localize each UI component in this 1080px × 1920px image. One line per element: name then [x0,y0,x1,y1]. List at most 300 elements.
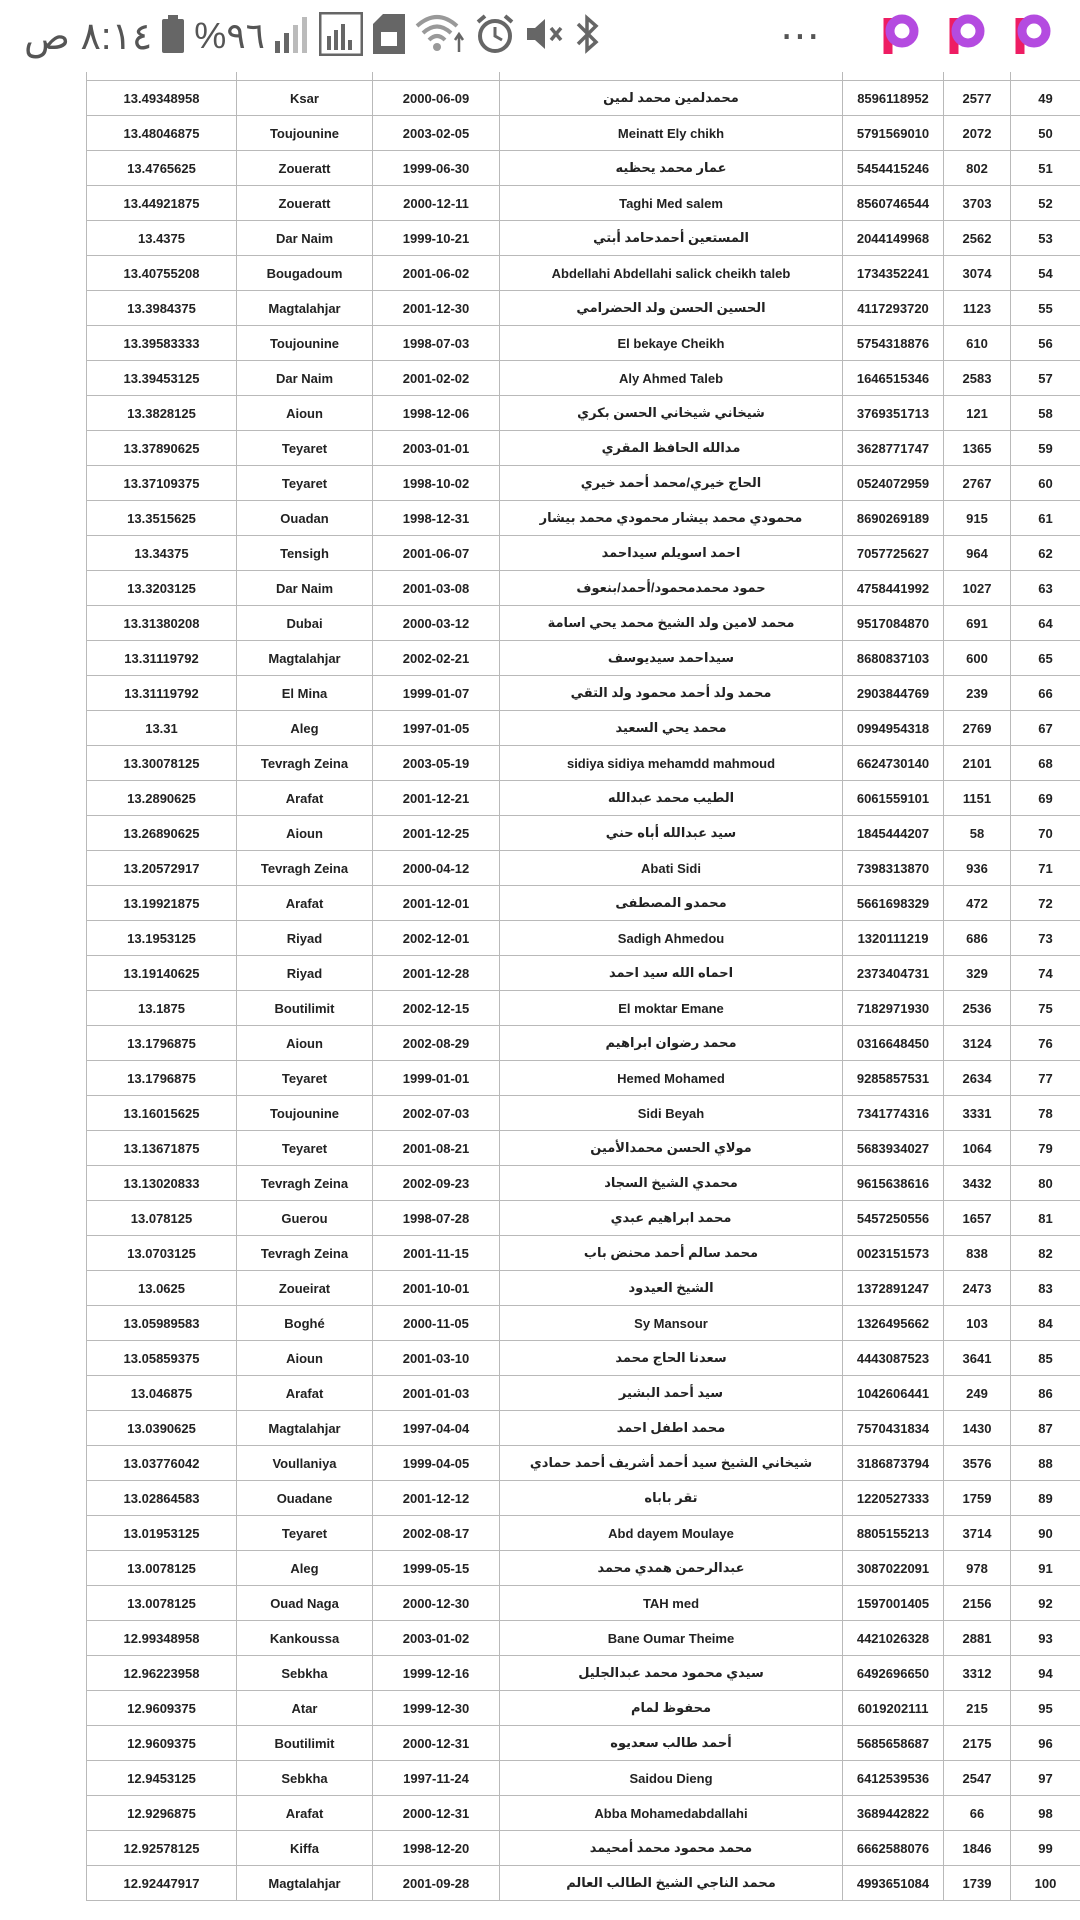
rank-cell: 73 [1011,921,1080,956]
score-cell: 13.3984375 [87,291,237,326]
score-cell: 13.05989583 [87,1306,237,1341]
nni-cell: 2044149968 [843,221,944,256]
name-cell: Meinatt Ely chikh [500,116,843,151]
rank-cell: 98 [1011,1796,1080,1831]
nni-cell: 1220527333 [843,1481,944,1516]
number-cell: 2536 [944,991,1011,1026]
number-cell: 66 [944,1796,1011,1831]
name-cell: محمد يحي السعيد [500,711,843,746]
rank-cell: 65 [1011,641,1080,676]
score-cell: 13.26890625 [87,816,237,851]
city-cell: Tevragh Zeina [237,1166,373,1201]
number-cell: 103 [944,1306,1011,1341]
nni-cell: 1372891247 [843,1271,944,1306]
table-row [87,501,1080,536]
birthdate-cell: 1999-12-16 [373,1656,500,1691]
birthdate-cell: 2000-04-12 [373,851,500,886]
city-cell: Ouadan [237,501,373,536]
number-cell: 1064 [944,1131,1011,1166]
city-cell: Teyaret [237,1061,373,1096]
number-cell: 215 [944,1691,1011,1726]
rank-cell: 76 [1011,1026,1080,1061]
number-cell: 802 [944,151,1011,186]
number-cell: 329 [944,956,1011,991]
number-cell: 58 [944,816,1011,851]
status-left [24,12,601,61]
number-cell: 2634 [944,1061,1011,1096]
rank-cell: 49 [1011,81,1080,116]
rank-cell: 62 [1011,536,1080,571]
number-cell: 249 [944,1376,1011,1411]
table-row [87,1866,1080,1901]
score-cell: 12.92447917 [87,1866,237,1901]
nni-cell: 9615638616 [843,1166,944,1201]
nni-cell: 8560746544 [843,186,944,221]
birthdate-cell: 2002-08-17 [373,1516,500,1551]
nni-cell: 6019202111 [843,1691,944,1726]
table-row [87,1796,1080,1831]
score-cell: 12.99348958 [87,1621,237,1656]
rank-cell: 68 [1011,746,1080,781]
name-cell: محمد محمود محمد أمحيمد [500,1831,843,1866]
score-cell: 13.1796875 [87,1026,237,1061]
number-cell: 3703 [944,186,1011,221]
birthdate-cell: 2003-01-01 [373,431,500,466]
name-cell: Hemed Mohamed [500,1061,843,1096]
name-cell: El bekaye Cheikh [500,326,843,361]
rank-cell: 54 [1011,256,1080,291]
birthdate-cell: 1998-07-28 [373,1201,500,1236]
city-cell: Teyaret [237,431,373,466]
table-row [87,641,1080,676]
birthdate-cell: 1999-04-05 [373,1446,500,1481]
number-cell: 2583 [944,361,1011,396]
rank-cell: 63 [1011,571,1080,606]
city-cell: Tevragh Zeina [237,746,373,781]
rank-cell: 61 [1011,501,1080,536]
results-table [86,64,1080,1901]
birthdate-cell: 2000-03-12 [373,606,500,641]
rank-cell: 81 [1011,1201,1080,1236]
table-row [87,1166,1080,1201]
name-cell: Taghi Med salem [500,186,843,221]
table-row [87,1831,1080,1866]
rank-cell: 86 [1011,1376,1080,1411]
city-cell: Arafat [237,1796,373,1831]
number-cell: 600 [944,641,1011,676]
city-cell: Sebkha [237,1761,373,1796]
rank-cell: 57 [1011,361,1080,396]
rank-cell: 92 [1011,1586,1080,1621]
birthdate-cell: 2002-12-01 [373,921,500,956]
table-row [87,1201,1080,1236]
table-row [87,1586,1080,1621]
city-cell: Zoueratt [237,186,373,221]
name-cell: سيد عبدالله أباه حني [500,816,843,851]
number-cell: 2072 [944,116,1011,151]
table-row [87,886,1080,921]
rank-cell: 90 [1011,1516,1080,1551]
rank-cell: 94 [1011,1656,1080,1691]
score-cell: 12.92578125 [87,1831,237,1866]
city-cell: Aioun [237,816,373,851]
number-cell: 915 [944,501,1011,536]
score-cell: 13.4375 [87,221,237,256]
bluetooth-icon [575,14,601,59]
birthdate-cell: 2001-12-01 [373,886,500,921]
birthdate-cell: 2001-12-12 [373,1481,500,1516]
birthdate-cell: 2000-12-30 [373,1586,500,1621]
table-row [87,1096,1080,1131]
score-cell: 12.96223958 [87,1656,237,1691]
city-cell: Aleg [237,1551,373,1586]
nni-cell: 6412539536 [843,1761,944,1796]
picsart-icon [880,14,924,58]
city-cell: Teyaret [237,466,373,501]
score-cell: 13.31380208 [87,606,237,641]
nni-cell: 1734352241 [843,256,944,291]
rank-cell: 83 [1011,1271,1080,1306]
score-cell: 13.03776042 [87,1446,237,1481]
table-row [87,676,1080,711]
rank-cell: 95 [1011,1691,1080,1726]
name-cell: محمد الناجي الشيخ الطالب العالم [500,1866,843,1901]
name-cell: حمود محمدمحمود/أحمد/بنعوف [500,571,843,606]
city-cell: Arafat [237,886,373,921]
table-row [87,921,1080,956]
table-row [87,361,1080,396]
city-cell: Aioun [237,1026,373,1061]
nni-cell: 5791569010 [843,116,944,151]
name-cell: sidiya sidiya mehamdd mahmoud [500,746,843,781]
number-cell: 978 [944,1551,1011,1586]
score-cell: 13.3203125 [87,571,237,606]
rank-cell: 59 [1011,431,1080,466]
table-row [87,396,1080,431]
number-cell: 1430 [944,1411,1011,1446]
city-cell: Ouadane [237,1481,373,1516]
table-row [87,256,1080,291]
number-cell: 838 [944,1236,1011,1271]
city-cell: Boutilimit [237,1726,373,1761]
rank-cell: 80 [1011,1166,1080,1201]
birthdate-cell: 2001-12-21 [373,781,500,816]
rank-cell: 56 [1011,326,1080,361]
rank-cell: 55 [1011,291,1080,326]
birthdate-cell: 2001-09-28 [373,1866,500,1901]
birthdate-cell: 2003-02-05 [373,116,500,151]
rank-cell: 71 [1011,851,1080,886]
signal-icon [275,15,309,58]
nni-cell: 4993651084 [843,1866,944,1901]
number-cell: 239 [944,676,1011,711]
city-cell: Zoueratt [237,151,373,186]
number-cell: 691 [944,606,1011,641]
table-row [87,291,1080,326]
number-cell: 2577 [944,81,1011,116]
nni-cell: 4421026328 [843,1621,944,1656]
birthdate-cell: 2001-12-28 [373,956,500,991]
nni-cell: 3087022091 [843,1551,944,1586]
city-cell: Toujounine [237,116,373,151]
table-row [87,1306,1080,1341]
score-cell: 13.0625 [87,1271,237,1306]
number-cell: 2562 [944,221,1011,256]
name-cell: محمد ابراهيم عبدي [500,1201,843,1236]
table-row [87,816,1080,851]
number-cell: 1151 [944,781,1011,816]
table-row [87,1411,1080,1446]
nni-cell: 7398313870 [843,851,944,886]
score-cell: 13.078125 [87,1201,237,1236]
city-cell: Voullaniya [237,1446,373,1481]
nni-cell: 6662588076 [843,1831,944,1866]
rank-cell: 93 [1011,1621,1080,1656]
score-cell: 13.31119792 [87,641,237,676]
birthdate-cell: 2001-08-21 [373,1131,500,1166]
city-cell: Ksar [237,81,373,116]
rank-cell: 51 [1011,151,1080,186]
number-cell: 2473 [944,1271,1011,1306]
name-cell: محمد ولد أحمد محمود ولد التقي [500,676,843,711]
city-cell: Magtalahjar [237,1866,373,1901]
name-cell: احماه الله سيد احمد [500,956,843,991]
name-cell: محمد لامين ولد الشيخ محمد يحي اسامة [500,606,843,641]
name-cell: الطيب محمد عبدالله [500,781,843,816]
score-cell: 13.16015625 [87,1096,237,1131]
nni-cell: 0316648450 [843,1026,944,1061]
name-cell: Abati Sidi [500,851,843,886]
city-cell: Bougadoum [237,256,373,291]
name-cell: محمودي محمد بيشار محمودي محمد بيشار [500,501,843,536]
nni-cell: 9517084870 [843,606,944,641]
city-cell: Teyaret [237,1131,373,1166]
rank-cell: 97 [1011,1761,1080,1796]
table-row [87,1131,1080,1166]
table-row [87,956,1080,991]
name-cell: سيداحمد سيديوسف [500,641,843,676]
rank-cell: 53 [1011,221,1080,256]
nni-cell: 0524072959 [843,466,944,501]
nni-cell: 1042606441 [843,1376,944,1411]
city-cell: Boutilimit [237,991,373,1026]
name-cell: محمدي الشيخ السجاد [500,1166,843,1201]
score-cell: 13.3515625 [87,501,237,536]
number-cell: 1027 [944,571,1011,606]
score-cell: 13.37109375 [87,466,237,501]
score-cell: 12.9609375 [87,1691,237,1726]
name-cell: Bane Oumar Theime [500,1621,843,1656]
name-cell: محمد رضوان ابراهيم [500,1026,843,1061]
table-row [87,851,1080,886]
score-cell: 13.0390625 [87,1411,237,1446]
score-cell: 13.13671875 [87,1131,237,1166]
birthdate-cell: 2000-06-09 [373,81,500,116]
nni-cell: 5661698329 [843,886,944,921]
nni-cell: 7182971930 [843,991,944,1026]
name-cell: Sy Mansour [500,1306,843,1341]
nni-cell: 8680837103 [843,641,944,676]
name-cell: مولاي الحسن محمدالأمين [500,1131,843,1166]
number-cell: 1123 [944,291,1011,326]
table-row [87,571,1080,606]
number-cell: 3074 [944,256,1011,291]
birthdate-cell: 1999-06-30 [373,151,500,186]
name-cell: الحاج خيري/محمد أحمد خيري [500,466,843,501]
wifi-icon [415,14,465,59]
name-cell: محفوظ لمام [500,1691,843,1726]
table-row [87,1376,1080,1411]
nni-cell: 8596118952 [843,81,944,116]
table-row [87,1656,1080,1691]
name-cell: El moktar Emane [500,991,843,1026]
birthdate-cell: 1998-12-20 [373,1831,500,1866]
birthdate-cell: 2001-10-01 [373,1271,500,1306]
score-cell: 12.9609375 [87,1726,237,1761]
score-cell: 13.30078125 [87,746,237,781]
table-row [87,221,1080,256]
nni-cell: 6492696650 [843,1656,944,1691]
number-cell: 936 [944,851,1011,886]
score-cell: 13.4765625 [87,151,237,186]
results-table-container[interactable] [86,64,1080,1901]
rank-cell: 87 [1011,1411,1080,1446]
nni-cell: 1646515346 [843,361,944,396]
name-cell: أحمد طالب سعديوه [500,1726,843,1761]
number-cell: 3124 [944,1026,1011,1061]
birthdate-cell: 2001-06-07 [373,536,500,571]
city-cell: Dubai [237,606,373,641]
data-usage-icon [319,12,363,61]
table-row [87,326,1080,361]
picsart-icon [1012,14,1056,58]
name-cell: Sadigh Ahmedou [500,921,843,956]
table-row [87,1726,1080,1761]
name-cell: تقر باباه [500,1481,843,1516]
birthdate-cell: 1999-01-01 [373,1061,500,1096]
name-cell: Sidi Beyah [500,1096,843,1131]
table-row [87,606,1080,641]
number-cell: 3641 [944,1341,1011,1376]
rank-cell: 77 [1011,1061,1080,1096]
score-cell: 13.19140625 [87,956,237,991]
score-cell: 13.37890625 [87,431,237,466]
birthdate-cell: 2001-11-15 [373,1236,500,1271]
nni-cell: 7057725627 [843,536,944,571]
rank-cell: 75 [1011,991,1080,1026]
table-row [87,781,1080,816]
number-cell: 121 [944,396,1011,431]
name-cell: محمدو المصطفى [500,886,843,921]
table-row [87,1061,1080,1096]
city-cell: Teyaret [237,1516,373,1551]
nni-cell: 4117293720 [843,291,944,326]
score-cell: 13.49348958 [87,81,237,116]
city-cell: Dar Naim [237,221,373,256]
table-row [87,1271,1080,1306]
name-cell: Saidou Dieng [500,1761,843,1796]
birthdate-cell: 2003-05-19 [373,746,500,781]
number-cell: 964 [944,536,1011,571]
table-row [87,81,1080,116]
battery-icon [162,15,184,58]
clock: ٨:١٤ ص [24,15,153,58]
score-cell: 13.02864583 [87,1481,237,1516]
rank-cell: 85 [1011,1341,1080,1376]
city-cell: Kiffa [237,1831,373,1866]
birthdate-cell: 2000-12-31 [373,1796,500,1831]
table-row [87,1341,1080,1376]
score-cell: 13.1953125 [87,921,237,956]
rank-cell: 74 [1011,956,1080,991]
score-cell: 12.9296875 [87,1796,237,1831]
city-cell: Atar [237,1691,373,1726]
number-cell: 2769 [944,711,1011,746]
nni-cell: 3769351713 [843,396,944,431]
birthdate-cell: 2000-12-31 [373,1726,500,1761]
birthdate-cell: 2001-06-02 [373,256,500,291]
number-cell: 3714 [944,1516,1011,1551]
city-cell: Riyad [237,921,373,956]
table-row [87,1516,1080,1551]
score-cell: 13.44921875 [87,186,237,221]
number-cell: 2881 [944,1621,1011,1656]
nni-cell: 9285857531 [843,1061,944,1096]
table-row [87,1481,1080,1516]
nni-cell: 6061559101 [843,781,944,816]
number-cell: 2767 [944,466,1011,501]
birthdate-cell: 1997-04-04 [373,1411,500,1446]
number-cell: 2547 [944,1761,1011,1796]
score-cell: 13.0703125 [87,1236,237,1271]
birthdate-cell: 2000-12-11 [373,186,500,221]
score-cell: 13.40755208 [87,256,237,291]
table-row [87,1691,1080,1726]
status-bar [0,0,1080,72]
score-cell: 13.39583333 [87,326,237,361]
birthdate-cell: 1999-01-07 [373,676,500,711]
table-row [87,186,1080,221]
nni-cell: 3628771747 [843,431,944,466]
number-cell: 1739 [944,1866,1011,1901]
birthdate-cell: 1999-05-15 [373,1551,500,1586]
name-cell: محمدلمين محمد لمين [500,81,843,116]
birthdate-cell: 2000-11-05 [373,1306,500,1341]
nni-cell: 8690269189 [843,501,944,536]
name-cell: مدالله الحافظ المقري [500,431,843,466]
score-cell: 13.20572917 [87,851,237,886]
city-cell: Riyad [237,956,373,991]
more-icon[interactable]: ⋯ [780,14,824,58]
city-cell: Boghé [237,1306,373,1341]
city-cell: Sebkha [237,1656,373,1691]
table-row [87,1551,1080,1586]
number-cell: 1365 [944,431,1011,466]
nni-cell: 5454415246 [843,151,944,186]
rank-cell: 78 [1011,1096,1080,1131]
score-cell: 13.01953125 [87,1516,237,1551]
rank-cell: 89 [1011,1481,1080,1516]
table-row [87,431,1080,466]
number-cell: 3432 [944,1166,1011,1201]
nni-cell: 3186873794 [843,1446,944,1481]
table-row [87,991,1080,1026]
city-cell: Aioun [237,396,373,431]
score-cell: 13.0078125 [87,1551,237,1586]
rank-cell: 60 [1011,466,1080,501]
birthdate-cell: 2001-03-10 [373,1341,500,1376]
nni-cell: 3689442822 [843,1796,944,1831]
